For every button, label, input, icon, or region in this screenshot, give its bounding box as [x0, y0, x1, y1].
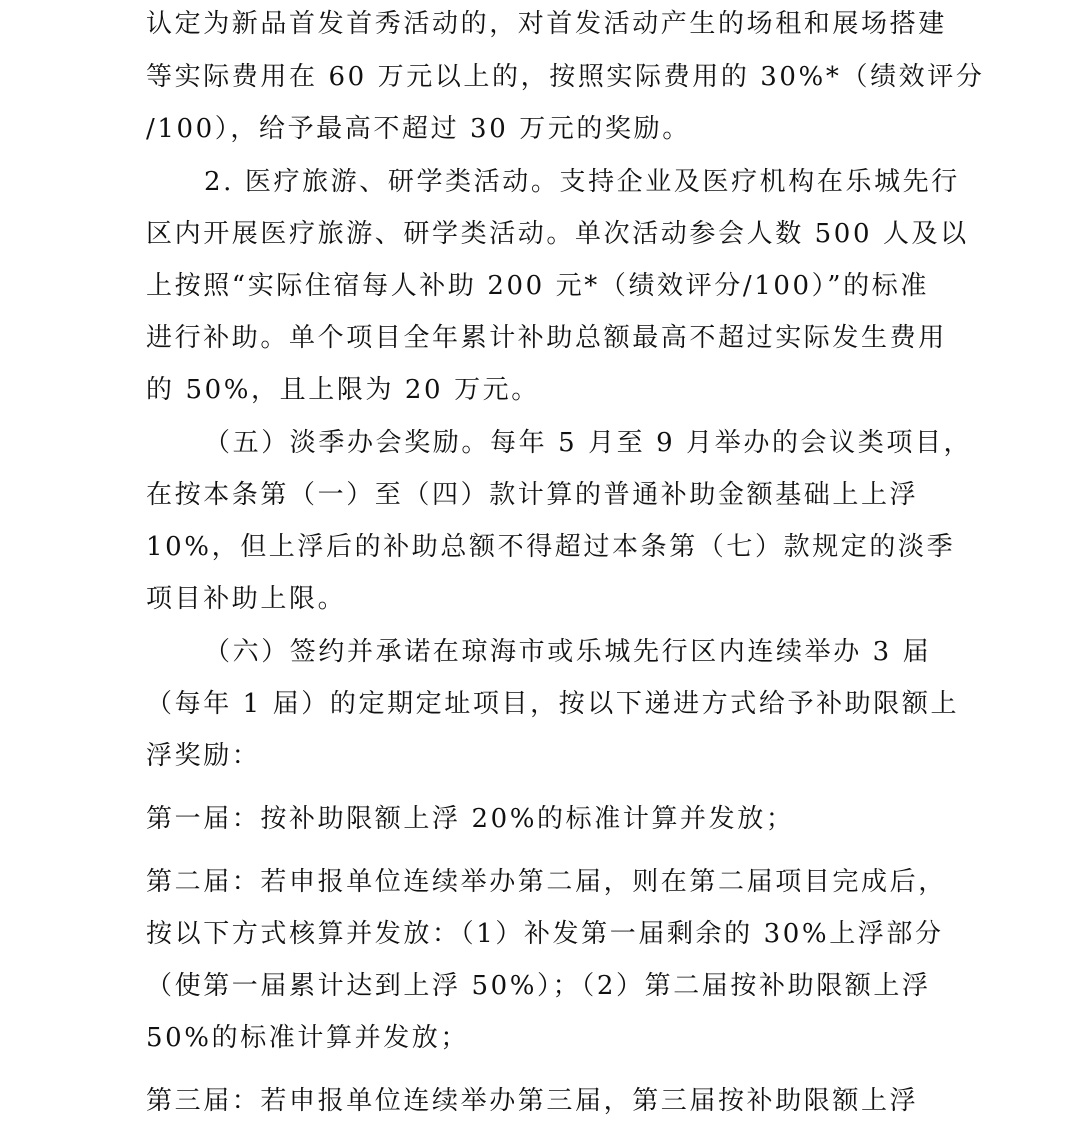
text-line: 浮奖励： [146, 741, 261, 771]
text-line: 2. 医疗旅游、研学类活动。支持企业及医疗机构在乐城先行 [204, 167, 960, 197]
text-line: （每年 1 届）的定期定址项目，按以下递进方式给予补助限额上 [146, 689, 960, 719]
text-line: 等实际费用在 60 万元以上的，按照实际费用的 30%*（绩效评分 [146, 62, 985, 92]
text-line: 第二届：若申报单位连续举办第二届，则在第二届项目完成后， [146, 867, 947, 897]
text-line: 进行补助。单个项目全年累计补助总额最高不超过实际发生费用 [146, 323, 947, 353]
text-line: 认定为新品首发首秀活动的，对首发活动产生的场租和展场搭建 [146, 9, 947, 39]
text-line: 区内开展医疗旅游、研学类活动。单次活动参会人数 500 人及以 [146, 219, 969, 249]
text-line: 在按本条第（一）至（四）款计算的普通补助金额基础上上浮 [146, 480, 919, 510]
text-line: 第三届：若申报单位连续举办第三届，第三届按补助限额上浮 [146, 1086, 919, 1116]
text-line: 按以下方式核算并发放：（1）补发第一届剩余的 30%上浮部分 [146, 919, 944, 949]
text-line: /100），给予最高不超过 30 万元的奖励。 [146, 114, 691, 144]
text-line: 的 50%，且上限为 20 万元。 [146, 375, 540, 405]
text-line: （五）淡季办会奖励。每年 5 月至 9 月举办的会议类项目， [204, 428, 973, 458]
text-line: （六）签约并承诺在琼海市或乐城先行区内连续举办 3 届 [204, 637, 932, 667]
text-line: 50%的标准计算并发放； [146, 1023, 469, 1053]
text-line: 项目补助上限。 [146, 584, 347, 614]
text-line: 10%，但上浮后的补助总额不得超过本条第（七）款规定的淡季 [146, 532, 956, 562]
text-line: 上按照“实际住宿每人补助 200 元*（绩效评分/100）”的标准 [146, 271, 929, 301]
text-line: （使第一届累计达到上浮 50%）；（2）第二届按补助限额上浮 [146, 971, 931, 1001]
text-line: 第一届：按补助限额上浮 20%的标准计算并发放； [146, 804, 795, 834]
